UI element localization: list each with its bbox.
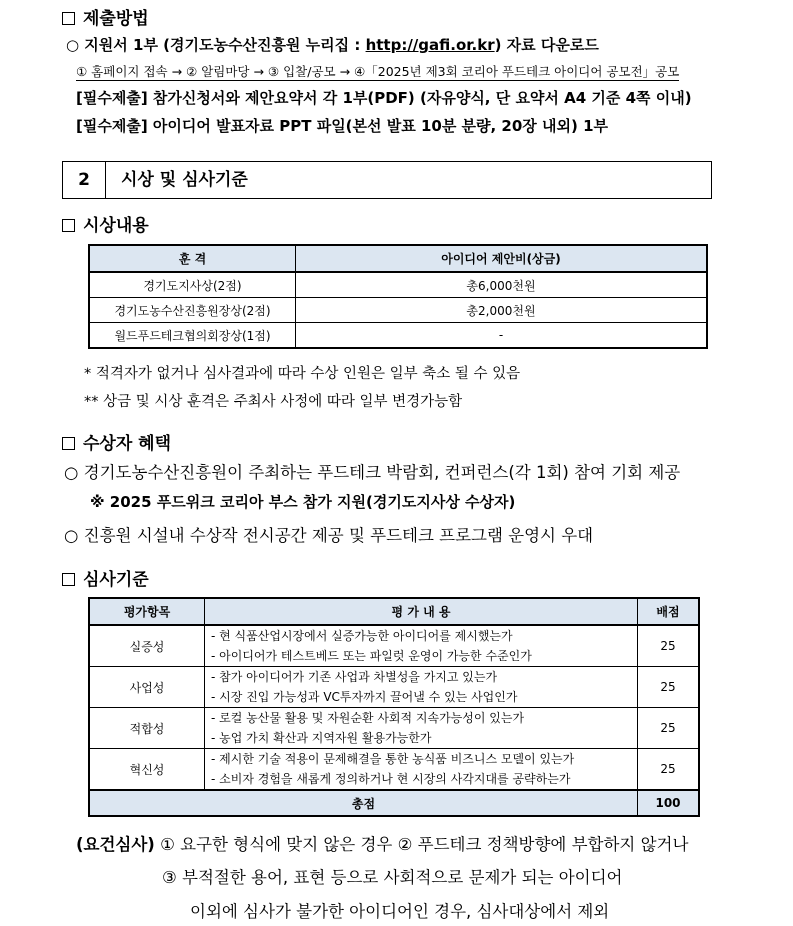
total-label: 총점 [89,790,638,816]
criterion-content: - 로컬 농산물 활용 및 자원순환 사회적 지속가능성이 있는가 - 농업 가치 확산과 지역자원 활용가능한가 [205,708,638,749]
award-name: 월드푸드테크협의회장상(1점) [89,323,296,349]
column-header: 평 가 내 용 [205,598,638,625]
criterion-item: 실증성 [89,625,205,667]
table-row [89,708,699,749]
criteria-table [88,597,700,817]
navigation-steps: ① 홈페이지 접속 → ② 알림마당 → ③ 입찰/공모 → ④「2025년 제3회 코리아 푸드테크 아이디어 공모전」공모 [76,64,680,79]
column-header: 평가항목 [89,598,205,625]
awards-heading: 시상내용 [62,211,149,236]
total-score: 100 [638,790,700,816]
criterion-content: - 참가 아이디어가 기존 사업과 차별성을 가지고 있는가 - 시장 진입 가능성과 VC투자까지 끌어낼 수 있는 사업인가 [205,667,638,708]
criterion-content: - 현 식품산업시장에서 실증가능한 아이디어를 제시했는가 - 아이디어가 테스트베드 또는 파일럿 운영이 가능한 수준인가 [205,625,638,667]
checkbox-square-icon [62,219,75,232]
checkbox-square-icon [62,12,75,25]
benefit-1: ○ 경기도농수산진흥원이 주최하는 푸드테크 박람회, 컨퍼런스(각 1회) 참여 기회 제공 [64,463,681,482]
column-header: 배점 [638,598,700,625]
benefit-2: ○ 진흥원 시설내 수상작 전시공간 제공 및 푸드테크 프로그램 운영시 우대 [64,526,594,545]
column-header: 아이디어 제안비(상금) [296,245,708,272]
benefits-heading: 수상자 혜택 [62,429,171,454]
table-row [89,667,699,708]
table-row [89,749,699,791]
table-row [89,298,707,323]
criteria-heading: 심사기준 [62,565,149,590]
table-row [89,323,707,349]
checkbox-square-icon [62,573,75,586]
award-name: 경기도농수산진흥원장상(2점) [89,298,296,323]
criterion-score: 25 [638,625,700,667]
application-line: ○ 지원서 1부 (경기도농수산진흥원 누리집 : http://gafi.or.kr) 자료 다운로드 [66,36,599,54]
gafi-link[interactable]: http://gafi.or.kr [365,36,495,54]
criterion-score: 25 [638,749,700,791]
section-number: 2 [63,162,106,198]
awards-note-1: * 적격자가 없거나 심사결과에 따라 수상 인원은 일부 축소 될 수 있음 [84,366,521,382]
review-label: (요건심사) [76,835,155,854]
review-line-1: (요건심사) ① 요구한 형식에 맞지 않은 경우 ② 푸드테크 정책방향에 부합하지 않거나 [76,835,689,854]
award-prize: 총2,000천원 [296,298,708,323]
section-title: 시상 및 심사기준 [121,170,248,190]
review-line-3: 이외에 심사가 불가한 아이디어인 경우, 심사대상에서 제외 [190,902,610,921]
review-line-2: ③ 부적절한 용어, 표현 등으로 사회적으로 문제가 되는 아이디어 [162,868,623,887]
required-submission-1: [필수제출] 참가신청서와 제안요약서 각 1부(PDF) (자유양식, 단 요약서 A4 기준 4쪽 이내) [76,89,692,107]
criterion-item: 사업성 [89,667,205,708]
award-prize: 총6,000천원 [296,272,708,298]
checkbox-square-icon [62,437,75,450]
award-name: 경기도지사상(2점) [89,272,296,298]
award-prize: - [296,323,708,349]
table-header-row [89,598,699,625]
required-submission-2: [필수제출] 아이디어 발표자료 PPT 파일(본선 발표 10분 분량, 20장 내외) 1부 [76,117,608,135]
table-row [89,272,707,298]
table-row [89,625,699,667]
section-2-header [62,161,712,199]
awards-note-2: ** 상금 및 시상 훈격은 주최사 사정에 따라 일부 변경가능함 [84,394,463,410]
submission-heading: 제출방법 [62,4,149,29]
criterion-item: 적합성 [89,708,205,749]
criterion-score: 25 [638,708,700,749]
criterion-content: - 제시한 기술 적용이 문제해결을 통한 농식품 비즈니스 모델이 있는가 - 소비자 경험을 새롭게 정의하거나 현 시장의 사각지대를 공략하는가 [205,749,638,791]
total-row [89,790,699,816]
awards-table [88,244,708,349]
benefit-1-note: ※ 2025 푸드위크 코리아 부스 참가 지원(경기도지사상 수상자) [90,493,516,511]
table-header-row [89,245,707,272]
criterion-score: 25 [638,667,700,708]
column-header: 훈 격 [89,245,296,272]
criterion-item: 혁신성 [89,749,205,791]
